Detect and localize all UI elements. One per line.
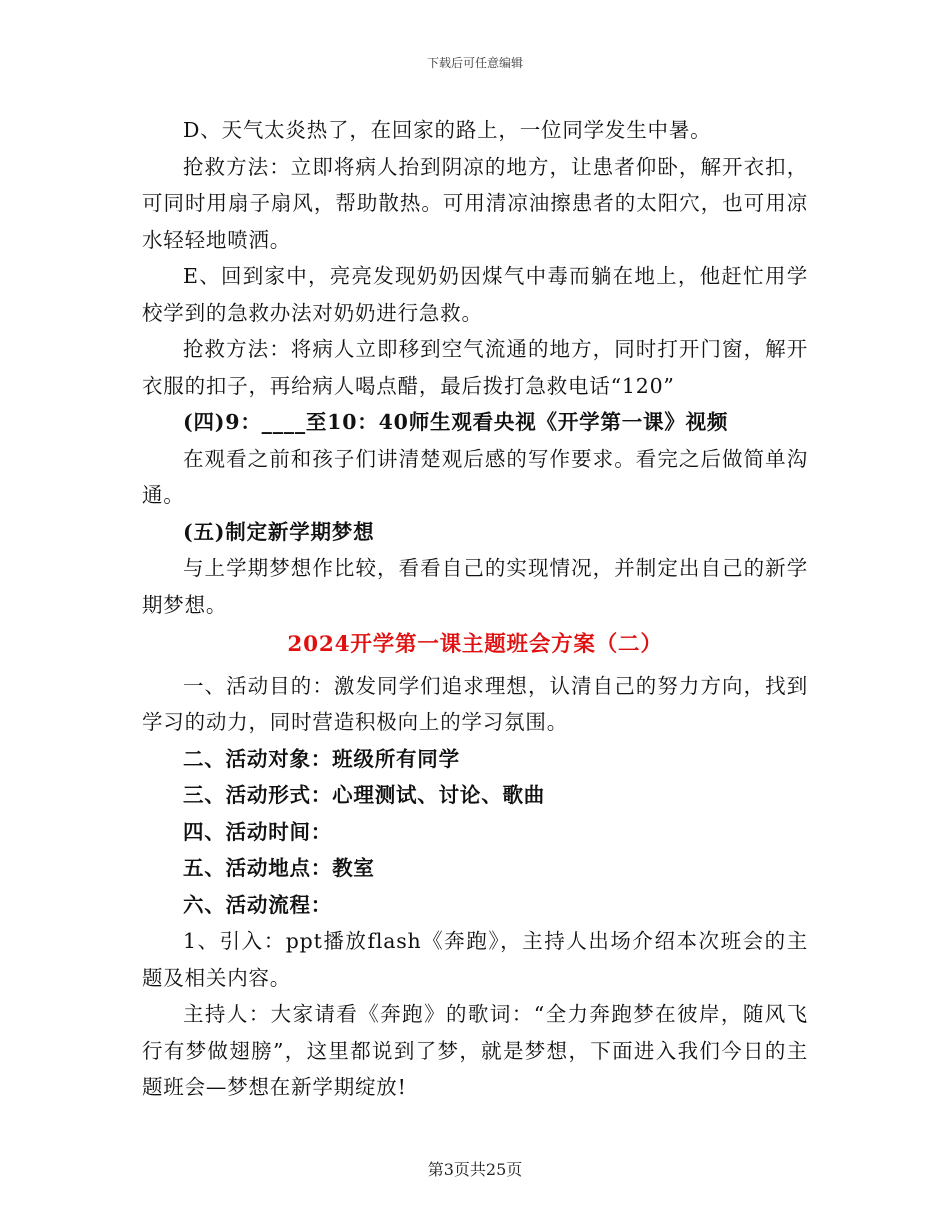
paragraph-gas-poisoning-method: 抢救方法：将病人立即移到空气流通的地方，同时打开门窗，解开衣服的扣子，再给病人喝点醋，最后拨打急救电话“120” bbox=[142, 337, 808, 398]
paragraph-gas-poisoning: E、回到家中，亮亮发现奶奶因煤气中毒而躺在地上，他赶忙用学校学到的急救办法对奶奶进行急救。 bbox=[142, 264, 808, 325]
item-purpose: 一、活动目的：激发同学们追求理想，认清自己的努力方向，找到学习的动力，同时营造积极向上的学习氛围。 bbox=[142, 673, 808, 734]
item-format: 三、活动形式：心理测试、讨论、歌曲 bbox=[183, 783, 546, 807]
paragraph-section-4: 在观看之前和孩子们讲清楚观后感的写作要求。看完之后做简单沟通。 bbox=[142, 446, 808, 507]
page-number-footer: 第3页共25页 bbox=[427, 1160, 523, 1179]
flow-step-1: 1、引入：ppt播放flash《奔跑》，主持人出场介绍本次班会的主题及相关内容。 bbox=[142, 929, 808, 990]
section-title: 2024开学第一课主题班会方案（二） bbox=[287, 632, 663, 657]
heading-section-5: (五)制定新学期梦想 bbox=[183, 519, 375, 544]
item-audience: 二、活动对象：班级所有同学 bbox=[183, 746, 460, 771]
item-location: 五、活动地点：教室 bbox=[183, 856, 375, 880]
header-note: 下载后可任意编辑 bbox=[426, 56, 523, 70]
item-flow: 六、活动流程： bbox=[183, 892, 333, 917]
paragraph-section-5: 与上学期梦想作比较，看看自己的实现情况，并制定出自己的新学期梦想。 bbox=[142, 556, 808, 617]
document-body bbox=[142, 112, 808, 1106]
paragraph-heatstroke: D、天气太炎热了，在回家的路上，一位同学发生中暑。 bbox=[183, 118, 712, 142]
heading-section-4: (四)9：____至10：40师生观看央视《开学第一课》视频 bbox=[183, 410, 729, 434]
flow-host-speech: 主持人：大家请看《奔跑》的歌词：“全力奔跑梦在彼岸，随风飞行有梦做翅膀”，这里都说到了梦，就是梦想，下面进入我们今日的主题班会—梦想在新学期绽放! bbox=[142, 1002, 808, 1099]
item-time: 四、活动时间： bbox=[183, 819, 333, 844]
paragraph-heatstroke-method: 抢救方法：立即将病人抬到阴凉的地方，让患者仰卧，解开衣扣，可同时用扇子扇风，帮助散热。可用清凉油擦患者的太阳穴，也可用凉水轻轻地喷洒。 bbox=[142, 154, 808, 252]
